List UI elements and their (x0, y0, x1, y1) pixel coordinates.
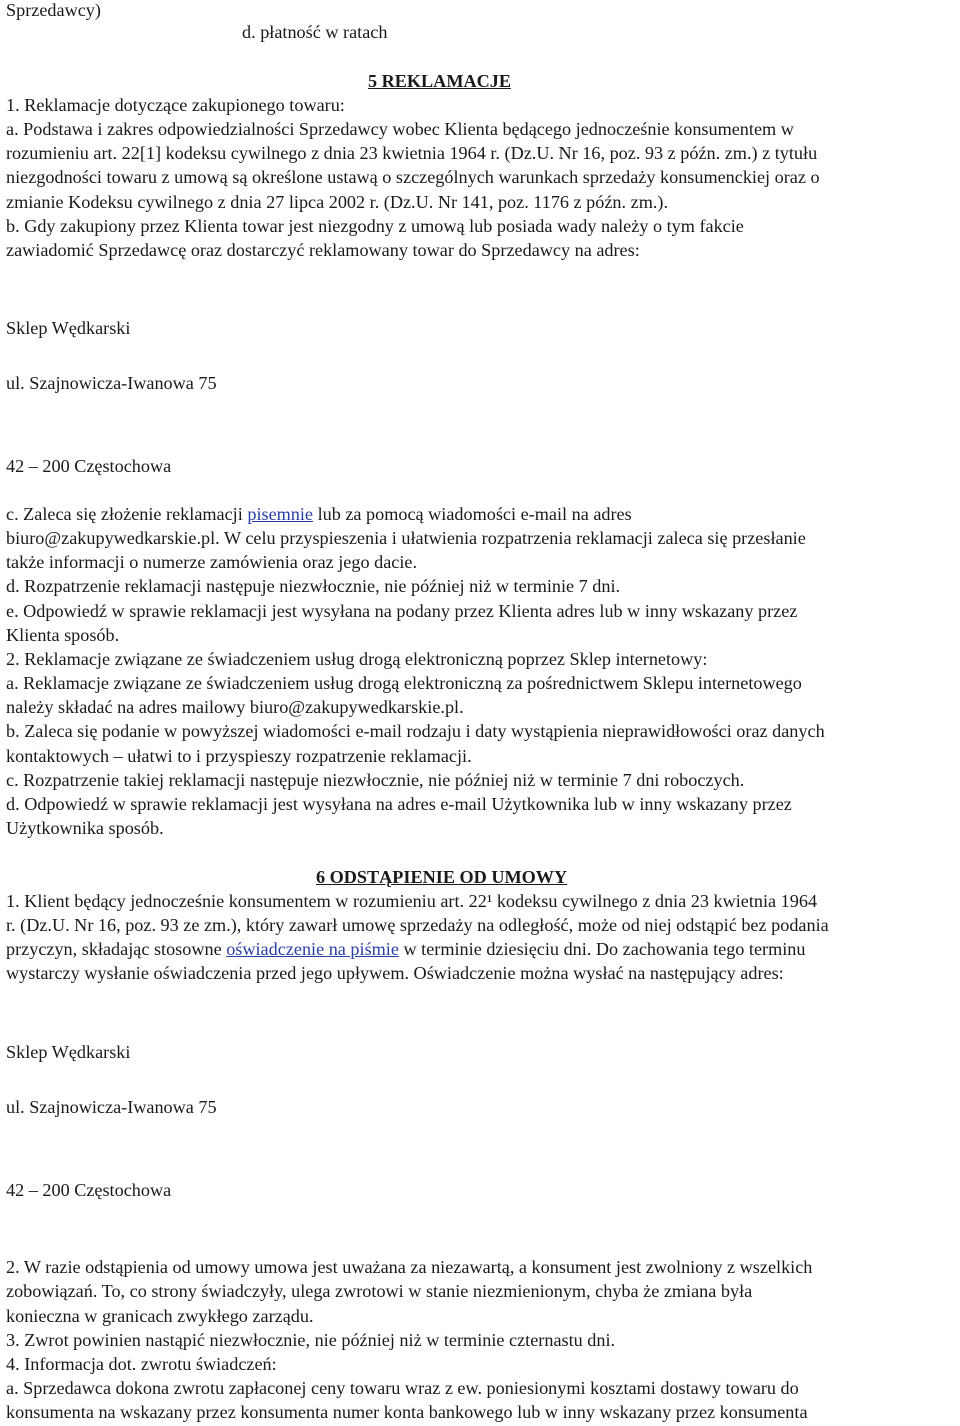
text-line (6, 503, 632, 525)
text-line: Klienta sposób. (6, 625, 120, 645)
address-shop-name: Sklep Wędkarski (6, 318, 131, 338)
text-line: konieczna w granicach zwykłego zarządu. (6, 1306, 314, 1326)
text-line: r. (Dz.U. Nr 16, poz. 93 ze zm.), który zawarł umowę sprzedaży na odległość, może od niej odstąpić bez podania (6, 915, 829, 935)
text-line: Sprzedawcy) (6, 0, 101, 20)
address-street: ul. Szajnowicza-Iwanowa 75 (6, 373, 217, 393)
text-line: niezgodności towaru z umową są określone ustawą o szczególnych warunkach sprzedaży konsumenckiej oraz o (6, 167, 820, 187)
text-line: biuro@zakupywedkarskie.pl. W celu przyspieszenia i ułatwienia rozpatrzenia reklamacji zaleca się przesłanie (6, 528, 806, 548)
text-line: d. Odpowiedź w sprawie reklamacji jest wysyłana na adres e-mail Użytkownika lub w inny wskazany przez (6, 794, 792, 814)
address-shop-name: Sklep Wędkarski (6, 1042, 131, 1062)
oswiadczenie-link[interactable]: oświadczenie na piśmie (226, 939, 399, 959)
text-line: b. Zaleca się podanie w powyższej wiadomości e-mail rodzaju i daty wystąpienia nieprawidłowości oraz danych (6, 721, 825, 741)
text-line: zobowiązań. To, co strony świadczyły, ulega zwrotowi w stanie niezmienionym, chyba że zmiana była (6, 1281, 753, 1301)
text-line: 1. Reklamacje dotyczące zakupionego towaru: (6, 95, 345, 115)
text-line: konsumenta na wskazany przez konsumenta numer konta bankowego lub w inny wskazany przez konsumenta (6, 1402, 808, 1422)
text-line: rozumieniu art. 22[1] kodeksu cywilnego z dnia 23 kwietnia 1964 r. (Dz.U. Nr 16, poz. 93 z późn. zm.) z tytułu (6, 143, 818, 163)
text-fragment: przyczyn, składając stosowne (6, 939, 227, 959)
text-fragment: lub za pomocą wiadomości e-mail na adres (313, 504, 632, 524)
text-line: b. Gdy zakupiony przez Klienta towar jest niezgodny z umową lub posiada wady należy o tym fakcie (6, 216, 744, 236)
text-line: także informacji o numerze zamówienia oraz jego dacie. (6, 552, 418, 572)
text-line: zmianie Kodeksu cywilnego z dnia 27 lipca 2002 r. (Dz.U. Nr 141, poz. 1176 z późn. zm.). (6, 192, 668, 212)
section-heading-reklamacje: 5 REKLAMACJE (368, 71, 511, 91)
text-line: a. Sprzedawca dokona zwrotu zapłaconej ceny towaru wraz z ew. poniesionymi kosztami dostawy towaru do (6, 1378, 799, 1398)
pisemnie-link[interactable]: pisemnie (247, 504, 314, 524)
text-line: e. Odpowiedź w sprawie reklamacji jest wysyłana na podany przez Klienta adres lub w inny wskazany przez (6, 601, 798, 621)
text-line: 3. Zwrot powinien nastąpić niezwłocznie, nie później niż w terminie czternastu dni. (6, 1330, 616, 1350)
text-line: d. Rozpatrzenie reklamacji następuje niezwłocznie, nie później niż w terminie 7 dni. (6, 576, 621, 596)
text-line: 1. Klient będący jednocześnie konsumentem w rozumieniu art. 22¹ kodeksu cywilnego z dnia 23 kwietnia 1964 (6, 891, 818, 911)
address-street: ul. Szajnowicza-Iwanowa 75 (6, 1097, 217, 1117)
text-line: 2. W razie odstąpienia od umowy umowa jest uważana za niezawartą, a konsument jest zwolniony z wszelkich (6, 1257, 813, 1277)
text-line: Użytkownika sposób. (6, 818, 164, 838)
text-line: wystarczy wysłanie oświadczenia przed jego upływem. Oświadczenie można wysłać na następujący adres: (6, 963, 784, 983)
text-line: a. Podstawa i zakres odpowiedzialności Sprzedawcy wobec Klienta będącego jednocześnie konsumentem w (6, 119, 794, 139)
text-line: c. Rozpatrzenie takiej reklamacji następuje niezwłocznie, nie później niż w terminie 7 dni roboczych. (6, 770, 745, 790)
text-fragment: c. Zaleca się złożenie reklamacji (6, 504, 248, 524)
address-city: 42 – 200 Częstochowa (6, 456, 172, 476)
text-line: 2. Reklamacje związane ze świadczeniem usług drogą elektroniczną poprzez Sklep internetowy: (6, 649, 708, 669)
address-city: 42 – 200 Częstochowa (6, 1180, 172, 1200)
text-line (6, 938, 806, 960)
text-line: 4. Informacja dot. zwrotu świadczeń: (6, 1354, 277, 1374)
payment-option-d: d. płatność w ratach (242, 22, 388, 42)
text-line: należy składać na adres mailowy biuro@zakupywedkarskie.pl. (6, 697, 464, 717)
section-heading-odstapienie: 6 ODSTĄPIENIE OD UMOWY (316, 867, 568, 887)
text-line: a. Reklamacje związane ze świadczeniem usług drogą elektroniczną za pośrednictwem Sklepu internetowego (6, 673, 802, 693)
text-line: zawiadomić Sprzedawcę oraz dostarczyć reklamowany towar do Sprzedawcy na adres: (6, 240, 640, 260)
text-line: kontaktowych – ułatwi to i przyspieszy rozpatrzenie reklamacji. (6, 746, 472, 766)
text-fragment: w terminie dziesięciu dni. Do zachowania tego terminu (398, 939, 806, 959)
